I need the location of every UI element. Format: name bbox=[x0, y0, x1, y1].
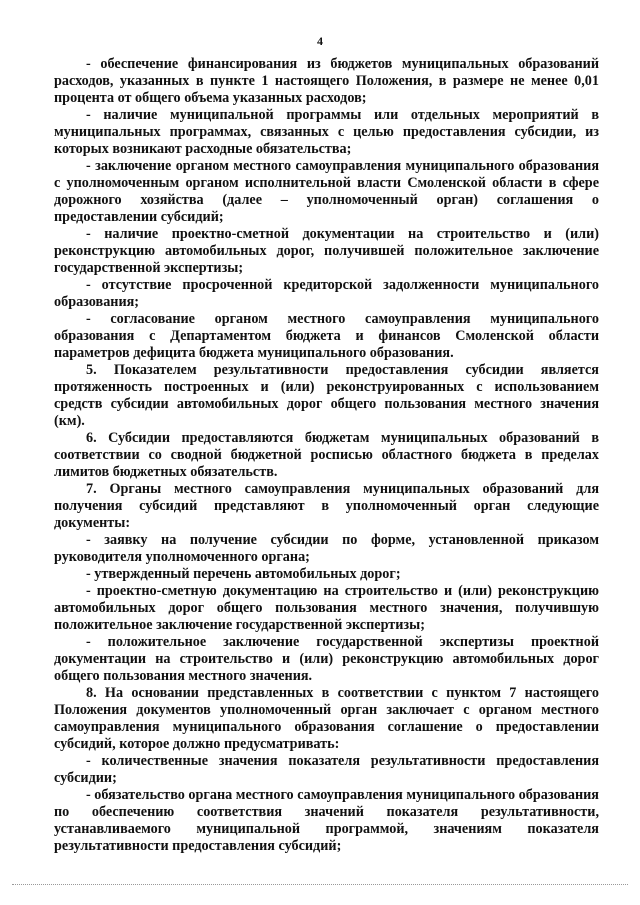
paragraph: - заявку на получение субсидии по форме, установленной приказом руководителя уполномоченного органа; bbox=[54, 532, 599, 565]
paragraph: 8. На основании представленных в соответствии с пунктом 7 настоящего Положения документов уполномоченный орган заключает с органом местного самоуправления муниципального образования соглашение о предоставлении субсидий, которое должно предусматривать: bbox=[54, 685, 599, 752]
paragraph: - количественные значения показателя результативности предоставления субсидии; bbox=[54, 753, 599, 786]
paragraph: - обеспечение финансирования из бюджетов муниципальных образований расходов, указанных в пункте 1 настоящего Положения, в размере не менее 0,01 процента от общего объема указанных расходов; bbox=[54, 56, 599, 106]
document-body bbox=[54, 56, 599, 855]
paragraph: - согласование органом местного самоуправления муниципального образования с Департаментом бюджета и финансов Смоленской области параметров дефицита бюджета муниципального образования. bbox=[54, 311, 599, 361]
paragraph: 6. Субсидии предоставляются бюджетам муниципальных образований в соответствии со сводной бюджетной росписью областного бюджета в пределах лимитов бюджетных обязательств. bbox=[54, 430, 599, 480]
paragraph: - проектно-сметную документацию на строительство и (или) реконструкцию автомобильных дорог общего пользования местного значения, получившую положительное заключение государственной экспертизы; bbox=[54, 583, 599, 633]
paragraph: - наличие проектно-сметной документации на строительство и (или) реконструкцию автомобильных дорог, получившей положительное заключение государственной экспертизы; bbox=[54, 226, 599, 276]
page-number: 4 bbox=[317, 34, 323, 48]
paragraph: 7. Органы местного самоуправления муниципальных образований для получения субсидий представляют в уполномоченный орган следующие документы: bbox=[54, 481, 599, 531]
paragraph: - обязательство органа местного самоуправления муниципального образования по обеспечению соответствия значений показателя результативности, устанавливаемого муниципальной программой, значениям показателя результативности предоставления субсидий; bbox=[54, 787, 599, 854]
paragraph: - заключение органом местного самоуправления муниципального образования с уполномоченным органом исполнительной власти Смоленской области в сфере дорожного хозяйства (далее – уполномоченный орган) соглашения о предоставлении субсидий; bbox=[54, 158, 599, 225]
paragraph: - наличие муниципальной программы или отдельных мероприятий в муниципальных программах, связанных с целью предоставления субсидии, из которых возникают расходные обязательства; bbox=[54, 107, 599, 157]
paragraph: - положительное заключение государственной экспертизы проектной документации на строительство и (или) реконструкцию автомобильных дорог общего пользования местного значения. bbox=[54, 634, 599, 684]
paragraph: 5. Показателем результативности предоставления субсидии является протяженность построенных и (или) реконструированных с использованием средств субсидии автомобильных дорог общего пользования местного значения (км). bbox=[54, 362, 599, 429]
paragraph: - утвержденный перечень автомобильных дорог; bbox=[86, 566, 401, 582]
footer-divider bbox=[12, 884, 628, 885]
paragraph: - отсутствие просроченной кредиторской задолженности муниципального образования; bbox=[54, 277, 599, 310]
